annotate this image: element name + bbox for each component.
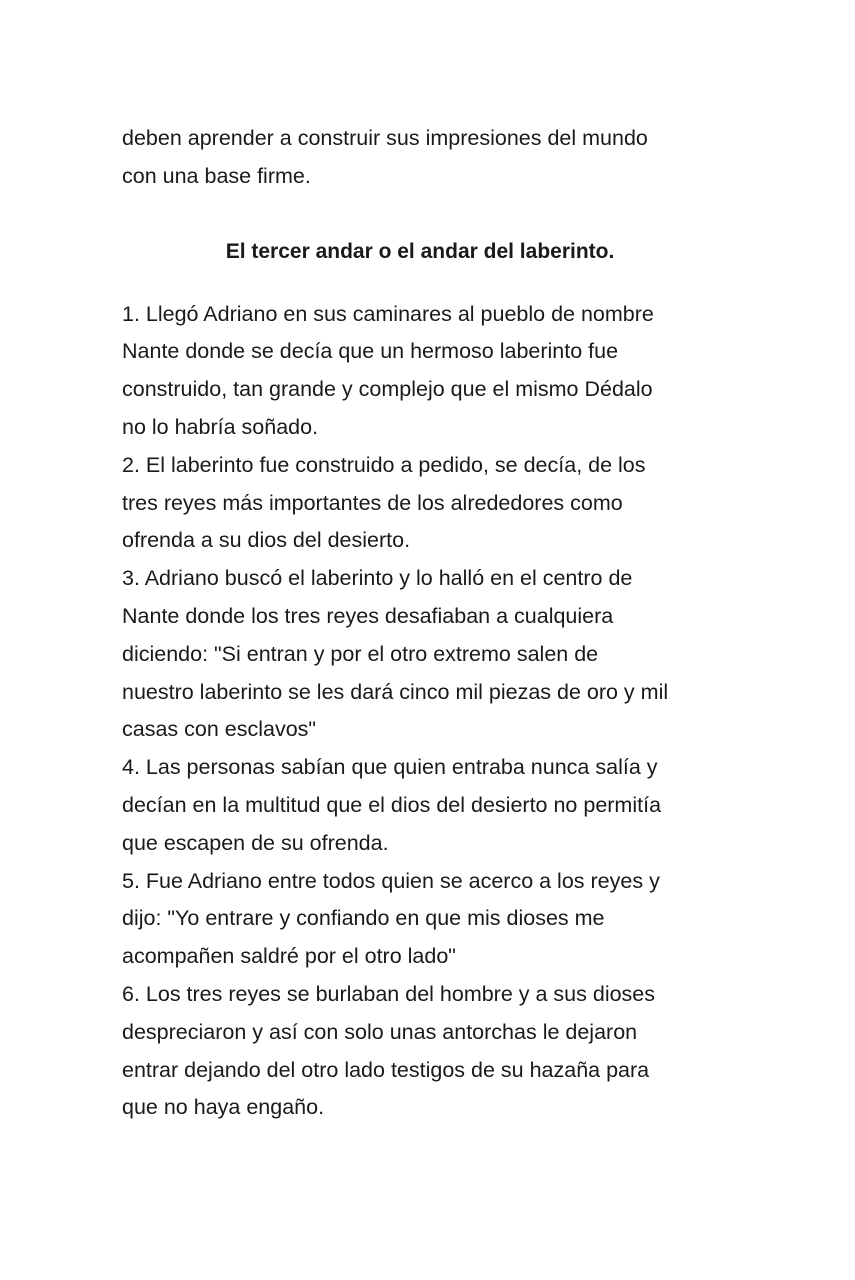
text-line: 1. Llegó Adriano en sus caminares al pueblo de nombre	[122, 301, 654, 326]
text-line: Nante donde se decía que un hermoso laberinto fue	[122, 339, 619, 364]
text-line: acompañen saldré por el otro lado"	[122, 944, 456, 969]
text-line: que escapen de su ofrenda.	[122, 830, 389, 855]
text-line: tres reyes más importantes de los alrededores como	[122, 490, 623, 515]
text-line: 2. El laberinto fue construido a pedido, se decía, de los	[122, 452, 646, 477]
text-line: casas con esclavos"	[122, 717, 317, 742]
intro-paragraph	[122, 120, 734, 196]
document-page	[122, 120, 734, 1127]
text-line: despreciaron y así con solo unas antorchas le dejaron	[122, 1019, 638, 1044]
section-heading: El tercer andar o el andar del laberinto.	[225, 239, 615, 263]
text-line: deben aprender a construir sus impresiones del mundo	[122, 126, 648, 150]
text-line: diciendo: "Si entran y por el otro extremo salen de	[122, 641, 599, 666]
text-line: 4. Las personas sabían que quien entraba nunca salía y	[122, 755, 658, 780]
numbered-paragraphs	[122, 296, 734, 1128]
text-line: dijo: "Yo entrare y confiando en que mis dioses me	[122, 906, 605, 931]
text-line: construido, tan grande y complejo que el mismo Dédalo	[122, 377, 653, 402]
text-line: 6. Los tres reyes se burlaban del hombre y a sus dioses	[122, 981, 656, 1006]
text-line: entrar dejando del otro lado testigos de su hazaña para	[122, 1057, 650, 1082]
text-line: no lo habría soñado.	[122, 414, 319, 439]
text-line: nuestro laberinto se les dará cinco mil piezas de oro y mil	[122, 679, 669, 704]
text-line: ofrenda a su dios del desierto.	[122, 528, 411, 553]
text-line: con una base firme.	[122, 163, 311, 188]
text-line: 3. Adriano buscó el laberinto y lo halló en el centro de	[122, 566, 633, 591]
text-line: decían en la multitud que el dios del desierto no permitía	[122, 792, 662, 817]
text-line: que no haya engaño.	[122, 1095, 325, 1120]
text-line: Nante donde los tres reyes desafiaban a cualquiera	[122, 603, 614, 628]
text-line: 5. Fue Adriano entre todos quien se acerco a los reyes y	[122, 868, 660, 893]
